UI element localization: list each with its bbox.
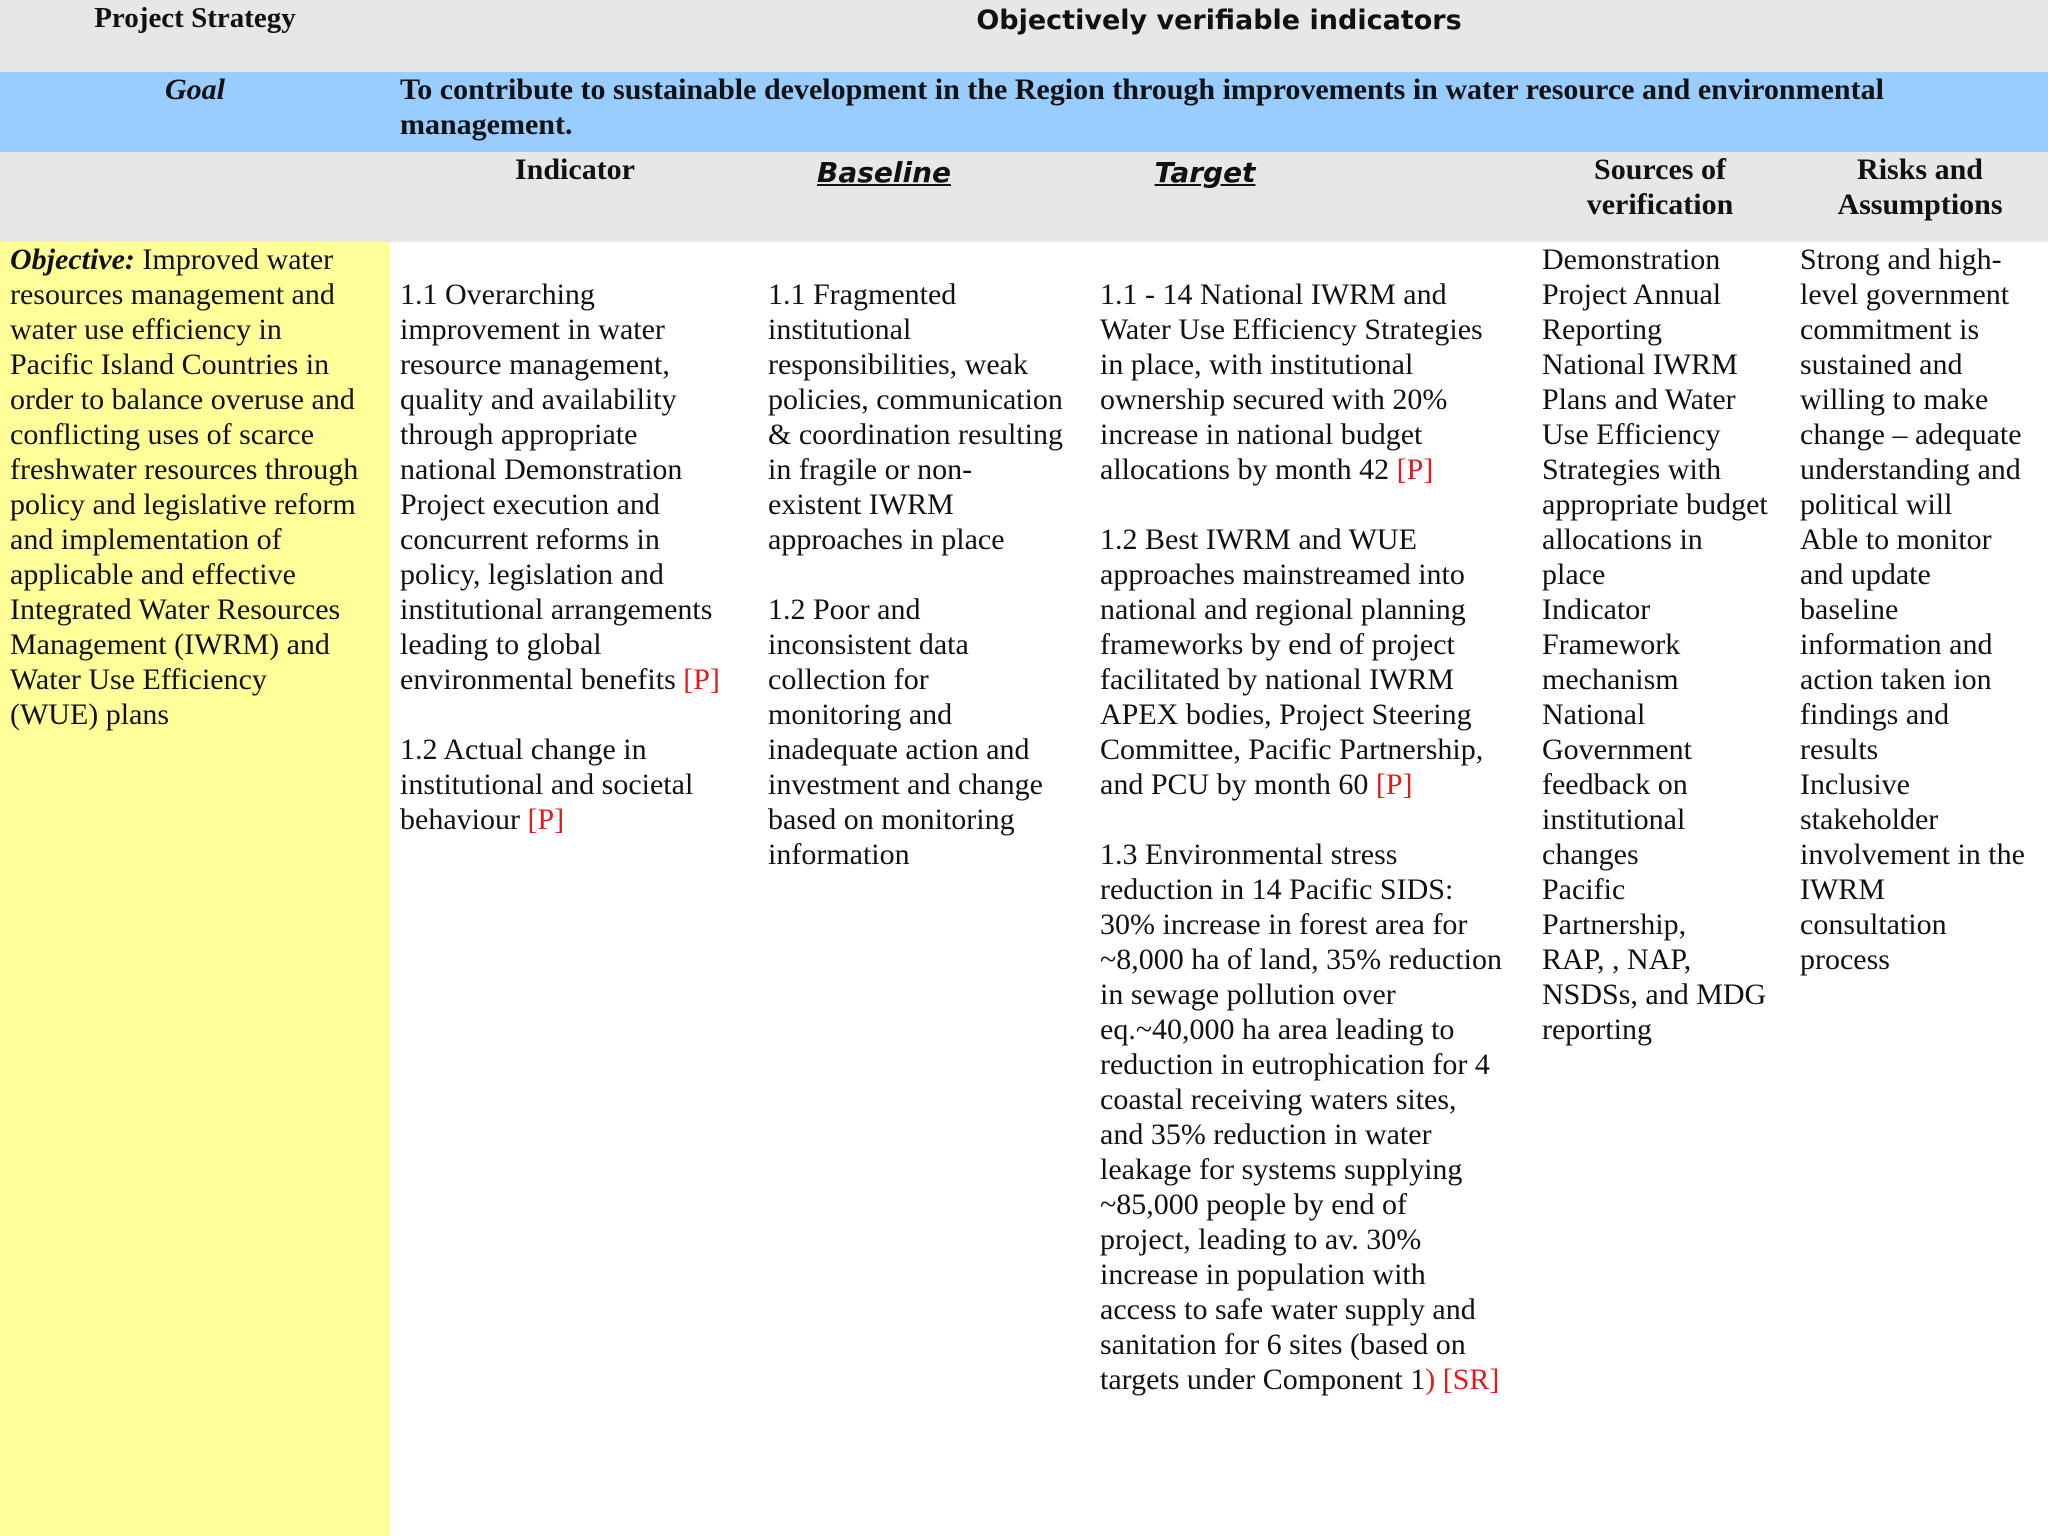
target-1-1 [1100,277,1530,487]
objective-text: Improved water resources management and water use efficiency in Pacific Island Countries in order to balance overuse and conflicting uses of scarce freshwater resources through policy and legislative reform and implementation of applicable and effective Integrated Water Resources Management (IWRM) and Water Use Efficiency (WUE) plans [10,243,359,731]
sources-cell: Demonstration Project Annual Reporting National IWRM Plans and Water Use Efficiency Strategies with appropriate budget allocations in place Indicator Framework mechanism National Government feedback on institutional changes Pacific Partnership, RAP, , NAP, NSDSs, and MDG reporting [1542,243,1768,1046]
baseline-cell [768,242,1088,907]
objective-label: Objective: [10,243,135,276]
sources-column-heading: Sources of verification [1586,153,1734,221]
risks-column-heading: Risks and Assumptions [1837,153,2003,221]
indicator-cell [400,242,760,872]
target-1-2 [1100,522,1530,802]
baseline-column-heading[interactable]: Baseline [816,156,951,189]
indicator-1-1-text: 1.1 Overarching improvement in water resource management, quality and availability through appropriate national Demonstration Project execution and concurrent reforms in policy, legislation and institutional arrangements leading to global environmental benefits [400,278,713,696]
indicator-column-heading: Indicator [515,153,635,186]
sr-tag: ) [SR] [1425,1363,1500,1396]
priority-tag: [P] [1375,768,1413,801]
indicator-1-2-text: 1.2 Actual change in institutional and societal behaviour [400,733,694,836]
risks-cell: Strong and high- level government commitment is sustained and willing to make change – adequate understanding and political will Able to monitor and update baseline information and action taken ion findings and results Inclusive stakeholder involvement in the IWRM consultation process [1800,243,2025,976]
goal-text: To contribute to sustainable development in the Region through improvements in water resource and environmental management. [400,73,1884,141]
indicator-1-1 [400,277,760,697]
target-1-3 [1100,837,1530,1397]
priority-tag: [P] [1396,453,1434,486]
priority-tag: [P] [527,803,565,836]
baseline-1-2: 1.2 Poor and inconsistent data collection for monitoring and inadequate action and investment and change based on monitoring information [768,593,1043,871]
target-1-3-text: 1.3 Environmental stress reduction in 14 Pacific SIDS: 30% increase in forest area for ~8,000 ha of land, 35% reduction in sewage pollution over eq.~40,000 ha area leading to reduction in eutrophication for 4 coastal receiving waters sites, and 35% reduction in water leakage for systems supplying ~85,000 people by end of project, leading to av. 30% increase in population with access to safe water supply and sanitation for 6 sites (based on targets under Component 1 [1100,838,1502,1396]
target-cell [1100,242,1530,1432]
target-column-heading[interactable]: Target [1154,156,1256,189]
target-1-2-text: 1.2 Best IWRM and WUE approaches mainstreamed into national and regional planning frameworks by end of project facilitated by national IWRM APEX bodies, Project Steering Committee, Pacific Partnership, and PCU by month 60 [1100,523,1484,801]
priority-tag: [P] [683,663,720,696]
goal-label: Goal [165,73,225,106]
ovi-heading: Objectively verifiable indicators [976,5,1462,36]
objective-cell [10,242,388,732]
indicator-1-2 [400,732,760,837]
baseline-1-1: 1.1 Fragmented institutional responsibilities, weak policies, communication & coordination resulting in fragile or non- existent IWRM approaches in place [768,278,1063,556]
target-1-1-text: 1.1 - 14 National IWRM and Water Use Efficiency Strategies in place, with institutional ownership secured with 20% increase in national budget allocations by month 42 [1100,278,1483,486]
project-strategy-heading: Project Strategy [94,2,296,34]
